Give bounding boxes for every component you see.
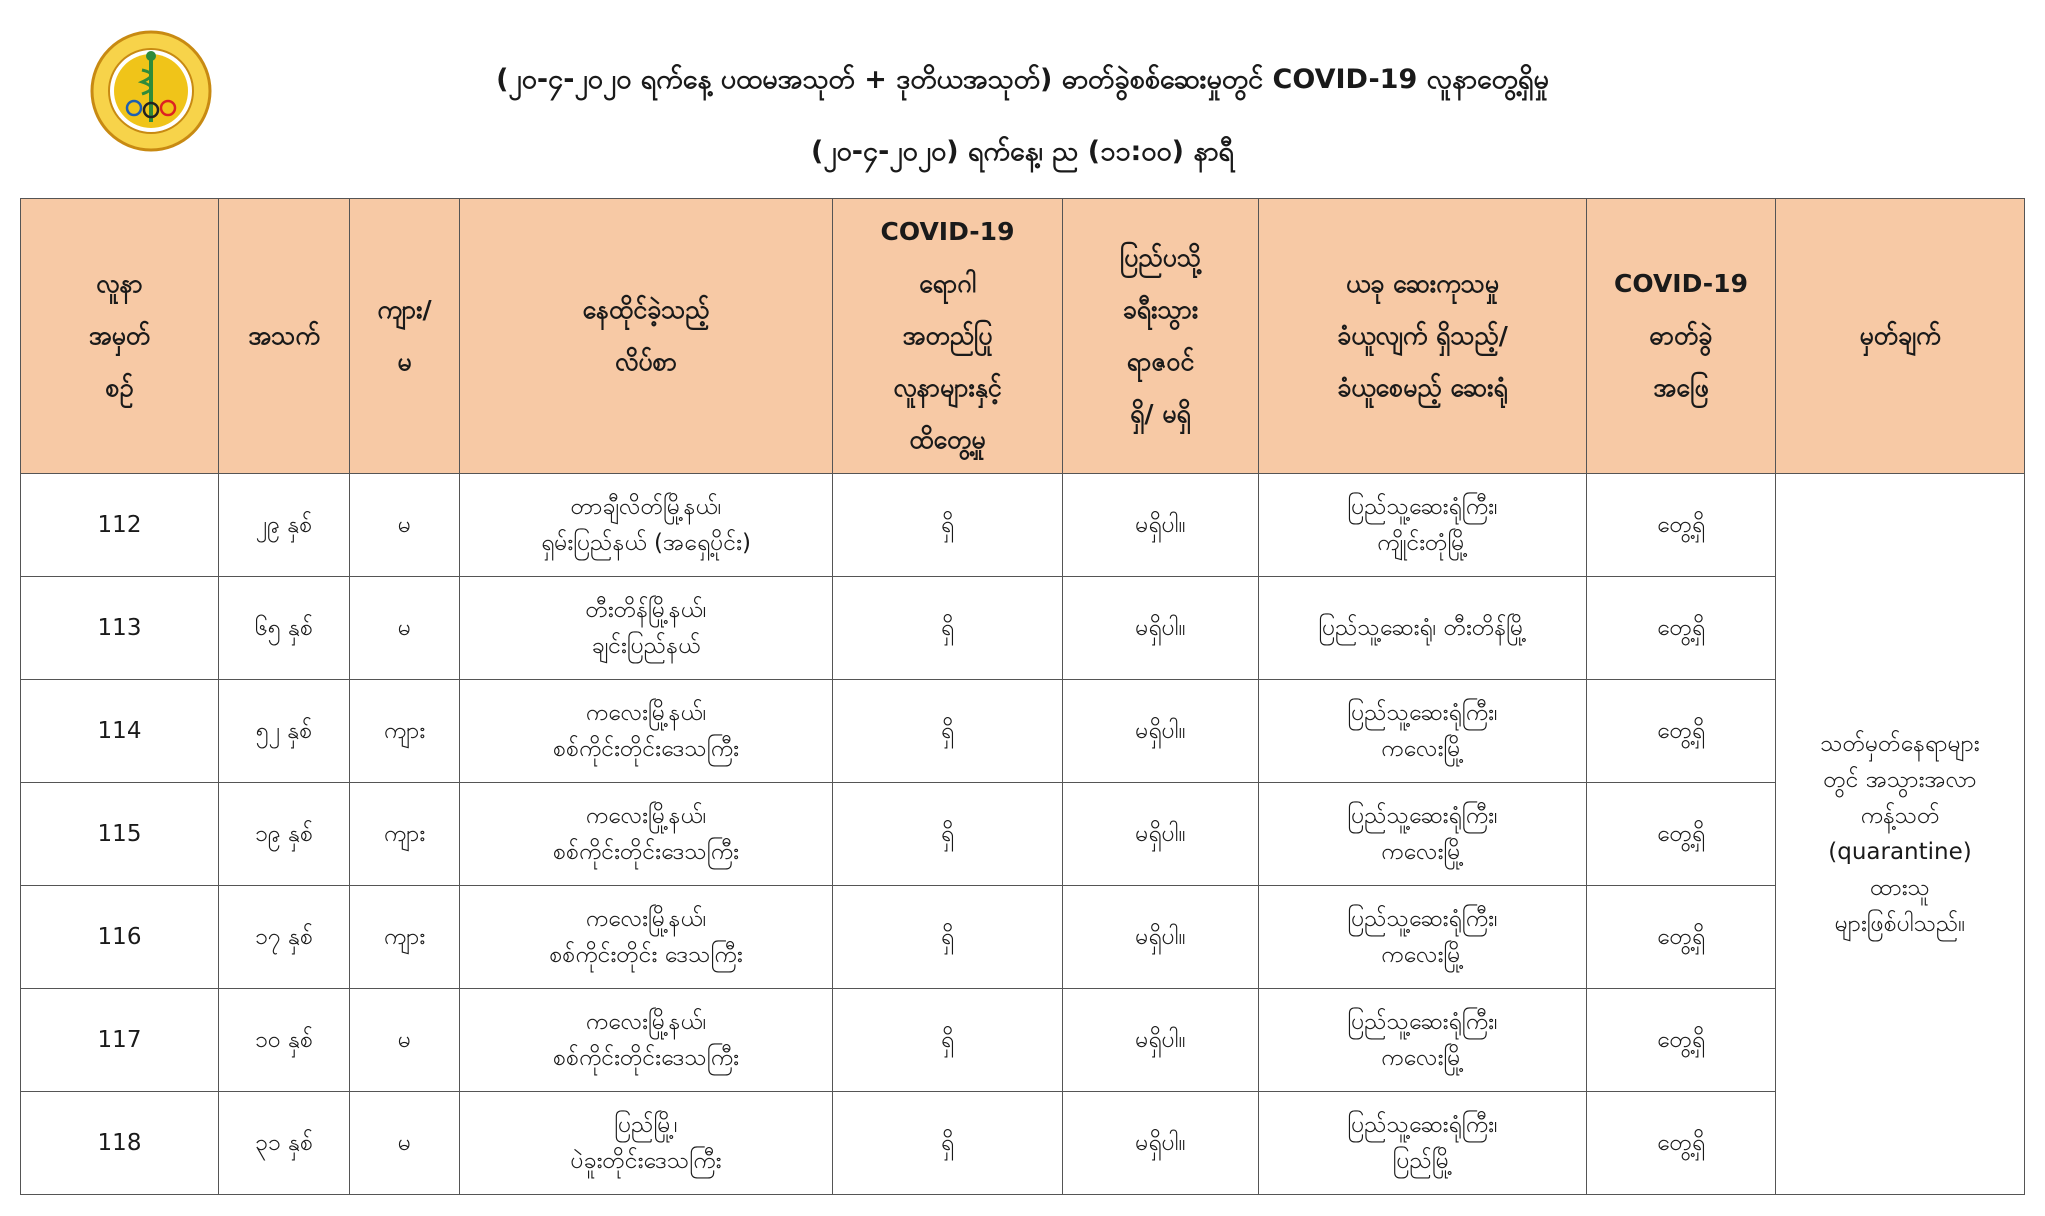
column-header-line: လူနာ bbox=[96, 269, 143, 298]
column-header-line: ဓာတ်ခွဲ bbox=[1649, 321, 1713, 350]
hospital-cell-line: ကလေးမြို့ bbox=[1381, 1045, 1464, 1071]
column-header-line: COVID-19 bbox=[1614, 269, 1748, 298]
address-cell-line: ကလေးမြို့နယ်၊ bbox=[585, 803, 707, 829]
address-cell-line: စစ်ကိုင်းတိုင်း ဒေသကြီး bbox=[549, 942, 743, 968]
table-row bbox=[21, 680, 2025, 783]
column-header-sex bbox=[350, 199, 460, 474]
test-result-cell: တွေ့ရှိ bbox=[1587, 1092, 1776, 1195]
table-row bbox=[21, 474, 2025, 577]
sex-cell: ကျား bbox=[350, 783, 460, 886]
contact-cell: ရှိ bbox=[833, 783, 1063, 886]
hospital-cell-line: ကျိုင်းတုံမြို့ bbox=[1377, 530, 1468, 556]
column-header-line: ထိတွေ့မှု bbox=[909, 425, 986, 454]
travel-history-cell: မရှိပါ။ bbox=[1063, 989, 1259, 1092]
column-header-result bbox=[1587, 199, 1776, 474]
column-header-line: ရှိ/ မရှိ bbox=[1130, 399, 1191, 428]
column-header-age bbox=[219, 199, 350, 474]
hospital-cell bbox=[1259, 1092, 1587, 1195]
travel-history-cell: မရှိပါ။ bbox=[1063, 886, 1259, 989]
remark-line: တွင် အသွားအလာ bbox=[1823, 767, 1977, 793]
table-header-row bbox=[21, 199, 2025, 474]
address-cell-line: ပြည်မြို့၊ bbox=[614, 1112, 678, 1138]
address-cell-line: ကလေးမြို့နယ်၊ bbox=[585, 1009, 707, 1035]
hospital-cell bbox=[1259, 989, 1587, 1092]
address-cell-line: ရှမ်းပြည်နယ် (အရှေ့ပိုင်း) bbox=[541, 530, 751, 556]
travel-history-cell: မရှိပါ။ bbox=[1063, 474, 1259, 577]
case-number-cell: 113 bbox=[21, 577, 219, 680]
report-title: (၂၀-၄-၂၀၂၀ ရက်နေ့ ပထမအသုတ် + ဒုတိယအသုတ်) ဓာတ်ခွဲစစ်ဆေးမှုတွင် COVID-19 လူနာတွေ့ရှိမှု bbox=[496, 64, 1549, 95]
test-result-cell: တွေ့ရှိ bbox=[1587, 680, 1776, 783]
contact-cell: ရှိ bbox=[833, 1092, 1063, 1195]
column-header-line: မှတ်ချက် bbox=[1859, 321, 1941, 350]
hospital-cell-line: ပြည်သူ့ဆေးရုံကြီး၊ bbox=[1347, 803, 1498, 829]
sex-cell: ကျား bbox=[350, 680, 460, 783]
address-cell bbox=[460, 989, 833, 1092]
sex-cell: မ bbox=[350, 989, 460, 1092]
address-cell bbox=[460, 886, 833, 989]
column-header-line: ရာဇဝင် bbox=[1126, 347, 1195, 376]
address-cell-line: တီးတိန်မြို့နယ်၊ bbox=[585, 597, 707, 623]
sex-cell: မ bbox=[350, 577, 460, 680]
hospital-cell bbox=[1259, 886, 1587, 989]
column-header-line: ပြည်ပသို့ bbox=[1119, 243, 1202, 272]
contact-cell: ရှိ bbox=[833, 886, 1063, 989]
table-row bbox=[21, 989, 2025, 1092]
address-cell-line: ပဲခူးတိုင်းဒေသကြီး bbox=[570, 1148, 722, 1174]
age-cell: ၂၉ နှစ် bbox=[219, 474, 350, 577]
contact-cell: ရှိ bbox=[833, 680, 1063, 783]
column-header-line: မ bbox=[397, 347, 412, 376]
remark-line: သတ်မှတ်နေရာများ bbox=[1820, 731, 1980, 757]
contact-cell: ရှိ bbox=[833, 577, 1063, 680]
column-header-line: လိပ်စာ bbox=[614, 347, 678, 376]
table-row bbox=[21, 1092, 2025, 1195]
column-header-line: အသက် bbox=[248, 321, 320, 350]
column-header-contact bbox=[833, 199, 1063, 474]
table-row bbox=[21, 577, 2025, 680]
contact-cell: ရှိ bbox=[833, 474, 1063, 577]
column-header-case-no bbox=[21, 199, 219, 474]
sex-cell: မ bbox=[350, 1092, 460, 1195]
table-row bbox=[21, 783, 2025, 886]
sex-cell: မ bbox=[350, 474, 460, 577]
report-datetime: (၂၀-၄-၂၀၂၀) ရက်နေ့၊ ည (၁၁:၀၀) နာရီ bbox=[811, 136, 1234, 167]
travel-history-cell: မရှိပါ။ bbox=[1063, 577, 1259, 680]
hospital-cell-line: ပြည်သူ့ဆေးရုံကြီး၊ bbox=[1347, 700, 1498, 726]
age-cell: ၁၀ နှစ် bbox=[219, 989, 350, 1092]
age-cell: ၃၁ နှစ် bbox=[219, 1092, 350, 1195]
case-number-cell: 117 bbox=[21, 989, 219, 1092]
remark-line: ထားသူ bbox=[1870, 875, 1930, 901]
column-header-line: ခရီးသွား bbox=[1122, 295, 1199, 324]
hospital-cell bbox=[1259, 680, 1587, 783]
remark-line: ကန့်သတ် bbox=[1860, 803, 1940, 829]
column-header-hospital bbox=[1259, 199, 1587, 474]
test-result-cell: တွေ့ရှိ bbox=[1587, 474, 1776, 577]
column-header-line: ကျား/ bbox=[377, 295, 432, 324]
column-header-line: အမှတ် bbox=[88, 321, 151, 350]
travel-history-cell: မရှိပါ။ bbox=[1063, 1092, 1259, 1195]
age-cell: ၁၇ နှစ် bbox=[219, 886, 350, 989]
address-cell-line: ကလေးမြို့နယ်၊ bbox=[585, 700, 707, 726]
hospital-cell-line: ပြည်သူ့ဆေးရုံကြီး၊ bbox=[1347, 906, 1498, 932]
hospital-cell bbox=[1259, 577, 1587, 680]
address-cell-line: တာချီလိတ်မြို့နယ်၊ bbox=[570, 494, 722, 520]
case-number-cell: 115 bbox=[21, 783, 219, 886]
remark-cell bbox=[1776, 474, 2025, 1195]
age-cell: ၅၂ နှစ် bbox=[219, 680, 350, 783]
column-header-remark bbox=[1776, 199, 2025, 474]
hospital-cell-line: ပြည်မြို့ bbox=[1392, 1148, 1453, 1174]
remark-line: များဖြစ်ပါသည်။ bbox=[1834, 911, 1966, 937]
remark-line: (quarantine) bbox=[1828, 839, 1972, 865]
column-header-line: ခံယူစေမည့် ဆေးရုံ bbox=[1337, 373, 1508, 402]
column-header-line: စဉ် bbox=[105, 373, 134, 402]
address-cell-line: ကလေးမြို့နယ်၊ bbox=[585, 906, 707, 932]
address-cell-line: ချင်းပြည်နယ် bbox=[591, 633, 701, 659]
column-header-line: COVID-19 bbox=[880, 217, 1015, 246]
travel-history-cell: မရှိပါ။ bbox=[1063, 783, 1259, 886]
hospital-cell-line: ကလေးမြို့ bbox=[1381, 839, 1464, 865]
sex-cell: ကျား bbox=[350, 886, 460, 989]
test-result-cell: တွေ့ရှိ bbox=[1587, 577, 1776, 680]
hospital-cell-line: ကလေးမြို့ bbox=[1381, 942, 1464, 968]
column-header-line: လူနာများနှင့် bbox=[893, 373, 1002, 402]
covid-cases-table bbox=[20, 198, 2025, 1195]
case-number-cell: 114 bbox=[21, 680, 219, 783]
hospital-cell-line: ပြည်သူ့ဆေးရုံ၊ တီးတိန်မြို့ bbox=[1318, 615, 1527, 641]
case-number-cell: 112 bbox=[21, 474, 219, 577]
column-header-travel bbox=[1063, 199, 1259, 474]
column-header-address bbox=[460, 199, 833, 474]
hospital-cell-line: ကလေးမြို့ bbox=[1381, 736, 1464, 762]
contact-cell: ရှိ bbox=[833, 989, 1063, 1092]
age-cell: ၆၅ နှစ် bbox=[219, 577, 350, 680]
hospital-cell-line: ပြည်သူ့ဆေးရုံကြီး၊ bbox=[1347, 1112, 1498, 1138]
case-number-cell: 118 bbox=[21, 1092, 219, 1195]
address-cell bbox=[460, 1092, 833, 1195]
address-cell bbox=[460, 783, 833, 886]
column-header-line: အဖြေ bbox=[1653, 373, 1709, 402]
address-cell bbox=[460, 680, 833, 783]
test-result-cell: တွေ့ရှိ bbox=[1587, 989, 1776, 1092]
travel-history-cell: မရှိပါ။ bbox=[1063, 680, 1259, 783]
table-row bbox=[21, 886, 2025, 989]
address-cell bbox=[460, 474, 833, 577]
age-cell: ၁၉ နှစ် bbox=[219, 783, 350, 886]
case-number-cell: 116 bbox=[21, 886, 219, 989]
test-result-cell: တွေ့ရှိ bbox=[1587, 783, 1776, 886]
column-header-line: နေထိုင်ခဲ့သည့် bbox=[582, 295, 710, 324]
address-cell-line: စစ်ကိုင်းတိုင်းဒေသကြီး bbox=[553, 839, 739, 865]
column-header-line: ရောဂါ bbox=[919, 269, 976, 298]
hospital-cell-line: ပြည်သူ့ဆေးရုံကြီး၊ bbox=[1347, 1009, 1498, 1035]
column-header-line: ခံယူလျက် ရှိသည့်/ bbox=[1337, 321, 1508, 350]
column-header-line: အတည်ပြု bbox=[902, 321, 993, 350]
hospital-cell bbox=[1259, 474, 1587, 577]
test-result-cell: တွေ့ရှိ bbox=[1587, 886, 1776, 989]
column-header-line: ယခု ဆေးကုသမှု bbox=[1345, 269, 1500, 298]
address-cell-line: စစ်ကိုင်းတိုင်းဒေသကြီး bbox=[553, 1045, 739, 1071]
hospital-cell-line: ပြည်သူ့ဆေးရုံကြီး၊ bbox=[1347, 494, 1498, 520]
address-cell bbox=[460, 577, 833, 680]
address-cell-line: စစ်ကိုင်းတိုင်းဒေသကြီး bbox=[553, 736, 739, 762]
hospital-cell bbox=[1259, 783, 1587, 886]
